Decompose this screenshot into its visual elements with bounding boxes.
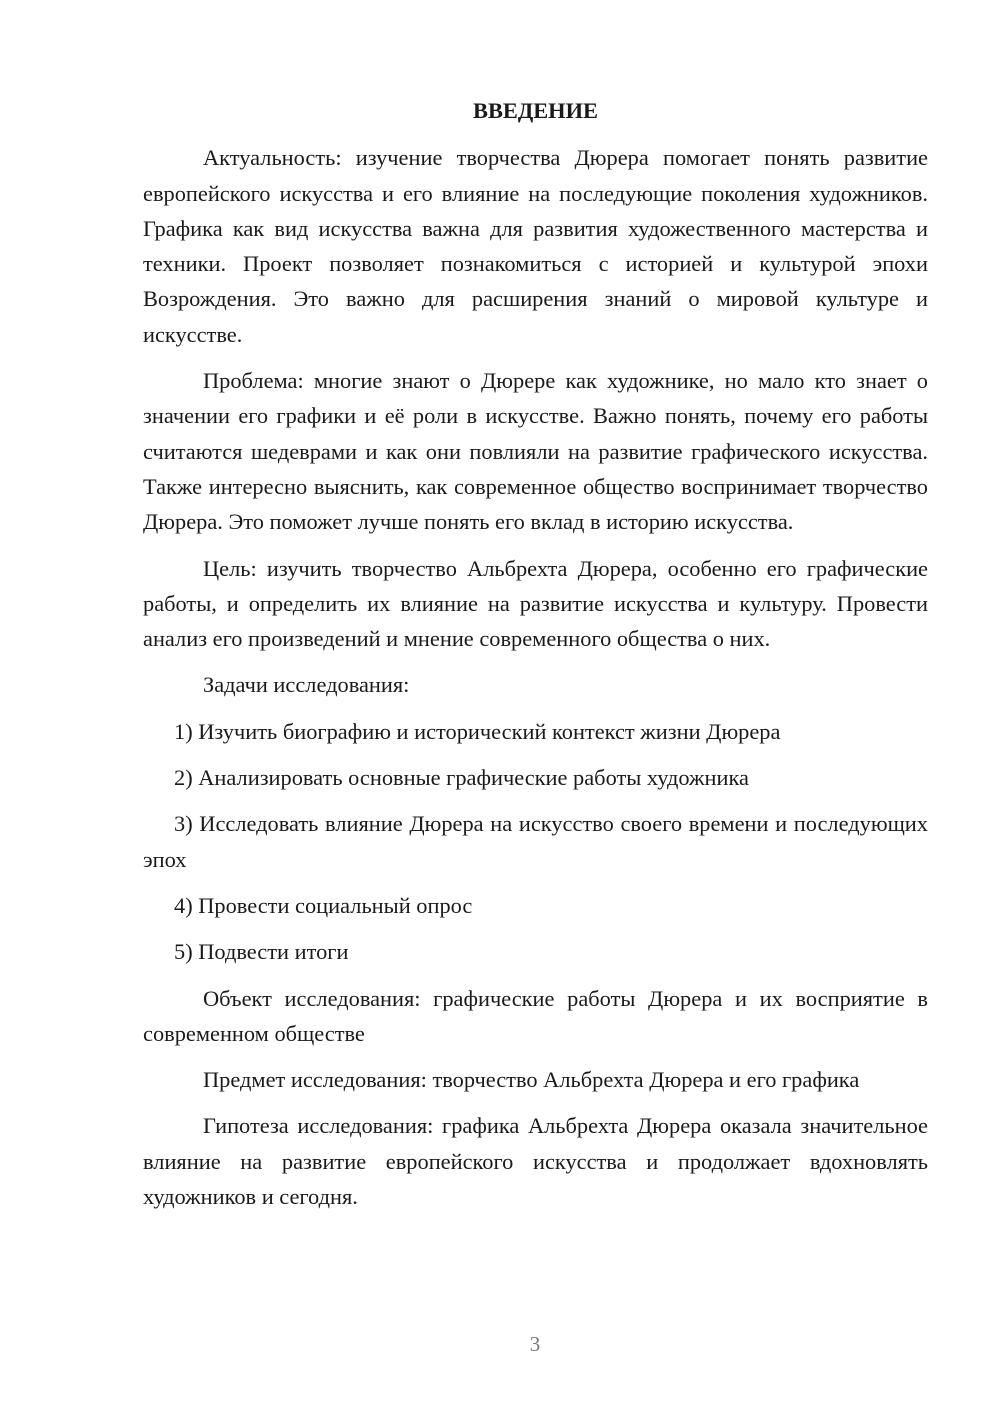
paragraph-goal: Цель: изучить творчество Альбрехта Дюрера, особенно его графические работы, и определить их влияние на развитие искусства и культуру. Провести анализ его произведений и мнение современного общества о них.	[143, 555, 928, 652]
page-number: 3	[529, 1332, 541, 1356]
task-item-4: 4) Провести социальный опрос	[174, 892, 473, 918]
paragraph-hypothesis: Гипотеза исследования: графика Альбрехта Дюрера оказала значительное влияние на развитие европейского искусства и продолжает вдохновлять художников и сегодня.	[143, 1113, 928, 1210]
task-item-3: 3) Исследовать влияние Дюрера на искусство своего времени и последующих эпох	[143, 811, 928, 872]
page-content	[143, 93, 928, 1225]
task-item-2: 2) Анализировать основные графические работы художника	[174, 765, 749, 791]
tasks-heading: Задачи исследования:	[203, 672, 410, 698]
paragraph-problem: Проблема: многие знают о Дюрере как художнике, но мало кто знает о значении его графики и её роли в искусстве. Важно понять, почему его работы считаются шедеврами и как они повлияли на развитие графического искусства. Также интересно выяснить, как современное общество воспринимает творчество Дюрера. Это поможет лучше понять его вклад в историю искусства.	[143, 368, 928, 535]
task-item-1: 1) Изучить биографию и исторический контекст жизни Дюрера	[174, 718, 781, 744]
section-title: ВВЕДЕНИЕ	[473, 98, 598, 123]
paragraph-subject: Предмет исследования: творчество Альбрехта Дюрера и его графика	[203, 1067, 860, 1093]
paragraph-object: Объект исследования: графические работы Дюрера и их восприятие в современном обществе	[143, 985, 928, 1046]
paragraph-relevance: Актуальность: изучение творчества Дюрера помогает понять развитие европейского искусства и его влияние на последующие поколения художников. Графика как вид искусства важна для развития художественного мастерства и техники. Проект позволяет познакомиться с историей и культурой эпохи Возрождения. Это важно для расширения знаний о мировой культуре и искусстве.	[143, 145, 928, 347]
task-item-5: 5) Подвести итоги	[174, 939, 349, 965]
